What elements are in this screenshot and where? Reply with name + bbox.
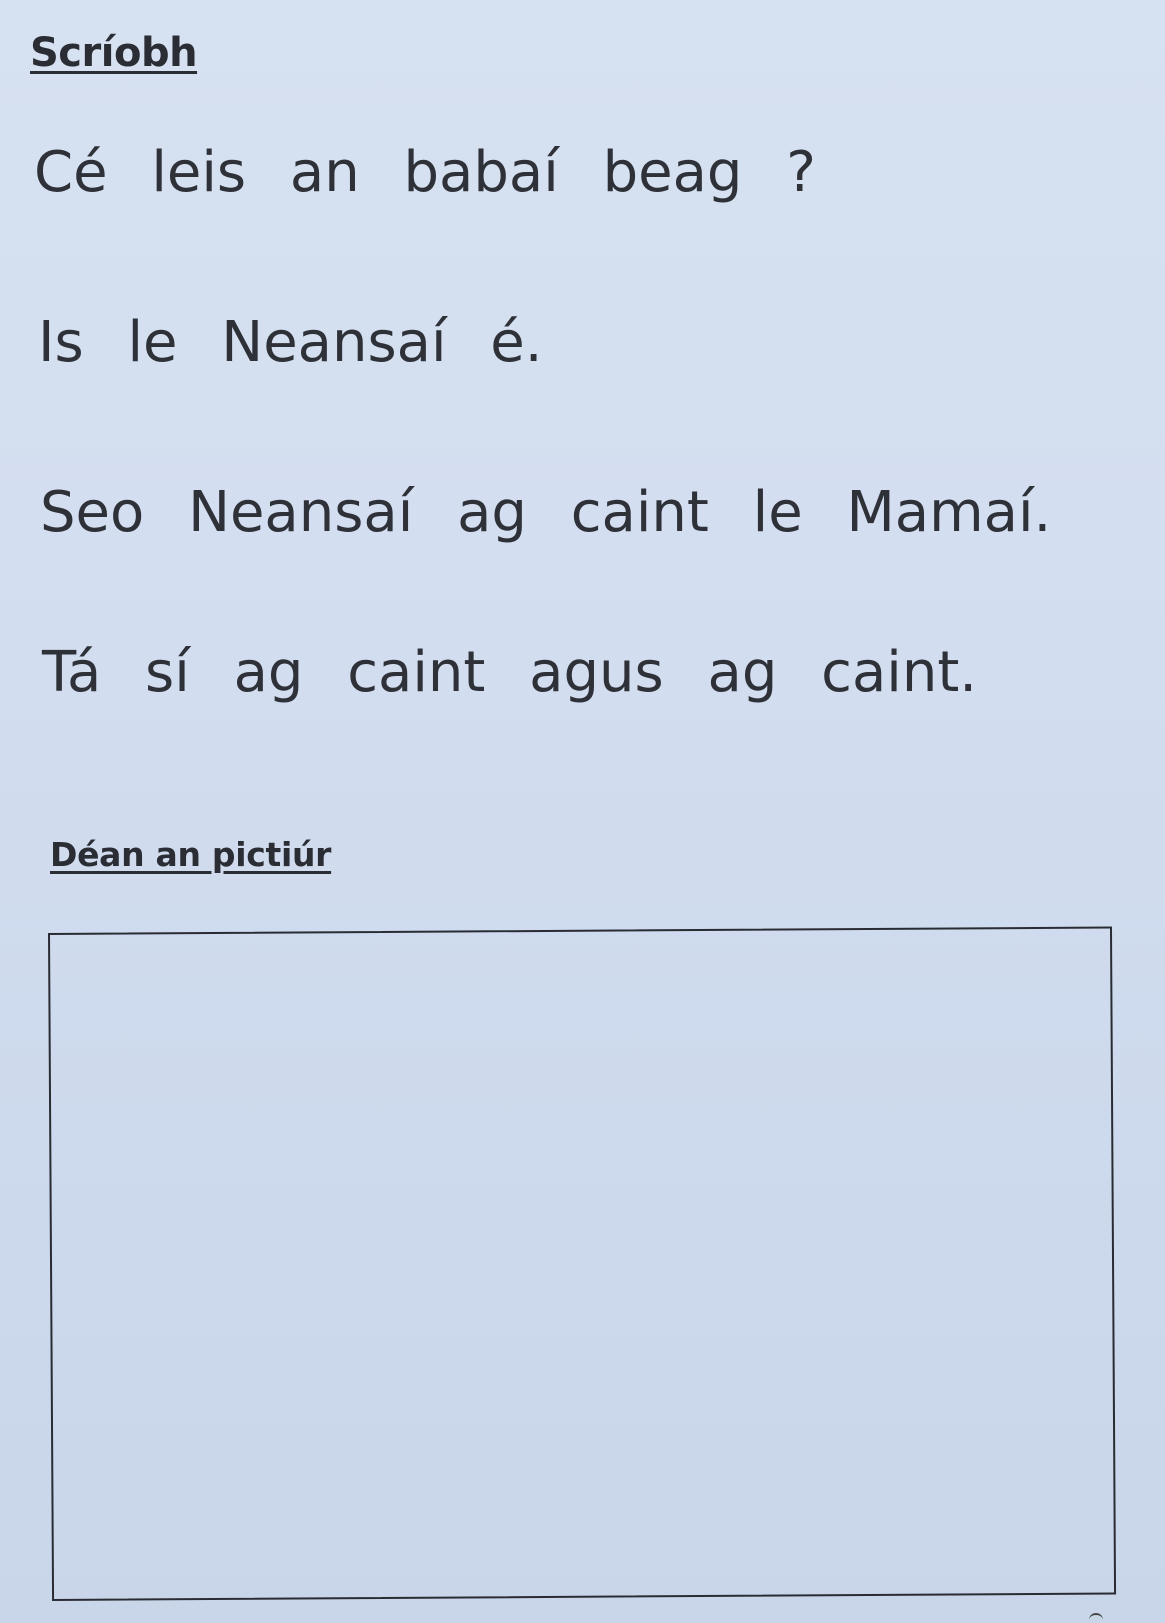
drawing-area[interactable]: [48, 927, 1116, 1601]
write-heading: Scríobh: [30, 30, 198, 76]
sentence-talking: Seo Neansaí ag caint le Mamaí.: [40, 480, 1052, 545]
draw-heading: Déan an pictiúr: [50, 835, 332, 874]
sentence-answer: Is le Neansaí é.: [38, 310, 543, 375]
sentence-talking-more: Tá sí ag caint agus ag caint.: [42, 640, 978, 705]
page-corner-mark: [1089, 1613, 1103, 1621]
sentence-question: Cé leis an babaí beag ?: [34, 140, 816, 205]
